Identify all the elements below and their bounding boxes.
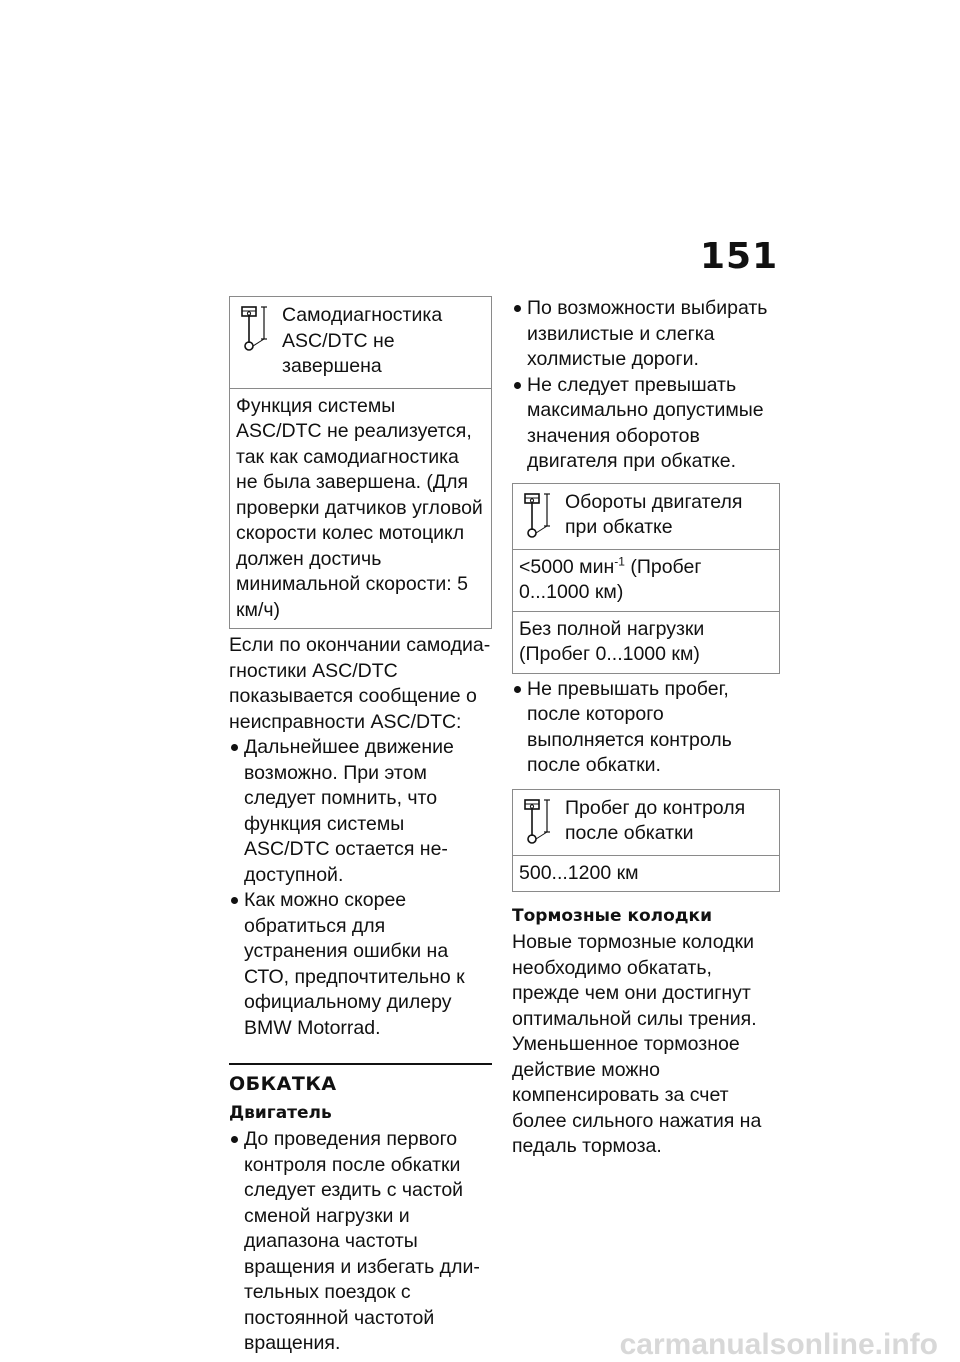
box-row: 500...1200 км [519,861,639,884]
asc-dtc-selfdiagnosis-box [229,296,492,629]
rpm-limit: <5000 мин [519,555,615,578]
bullet-list [512,296,780,475]
engine-piston-icon [521,798,555,846]
list-item: Дальнейшее движение возможно. При этом следует помнить, что функция системы ASC/DTC остается недоступной. [229,735,492,888]
subheading: Двигатель [229,1103,332,1123]
list-item: Не следует превышать максимально допустимые значения оборотов двигателя при обкатке. [512,373,780,475]
left-column [229,296,492,1357]
box-body: Функция системы ASC/DTC не реализуется, так как самодиагностика не была завершена. (Для проверки датчиков угловой скорости колес мотоцикл должен достичь минимальной скорости: 5 км/ч) [236,394,483,621]
box-title: Пробег до контроля после обкатки [565,796,746,844]
paragraph: Если по окончании самодиагностики ASC/DTC показывается сообщение о неисправности ASC/DTC: [229,634,491,733]
list-item: До проведения первого контроля после обкатки следует ездить с частой сменой нагрузки и диапазона частоты вращения и избегать длительных поездок с постоянной частотой вращения. [229,1127,492,1357]
section-divider [229,1063,492,1065]
list-item: Как можно скорее обратиться для устранения ошибки на СТО, предпочтительно к официальному дилеру BMW Motorrad. [229,888,492,1041]
bullet-list [229,735,492,1041]
bullet-list [512,677,780,779]
box-title: Самодиагностика ASC/DTC не завершена [282,304,443,377]
section-heading: ОБКАТКА [229,1073,337,1095]
box-header [230,297,491,389]
right-column [512,296,780,1160]
bullet-list [229,1127,492,1357]
rpm-unit-exponent: -1 [614,554,625,568]
engine-piston-icon [521,492,555,540]
rpm-mileage: (Пробег 0...1000 км) [519,555,702,603]
engine-speed-breakin-box [512,483,780,674]
breakin-mileage-box [512,789,780,893]
box-row [513,550,779,612]
list-item: Не превышать пробег, после которого выполняется контроль после обкатки. [512,677,780,779]
box-header [513,484,779,550]
box-title: Обороты двигателя при обкатке [565,490,743,538]
subheading: Тормозные колодки [512,906,712,926]
engine-piston-icon [238,305,272,353]
box-row: Без полной нагрузки (Пробег 0...1000 км) [519,617,705,665]
box-header [513,790,779,856]
footer-watermark: carmanualsonline.info [619,1328,938,1361]
paragraph: Новые тормозные колодки необходимо обкатать, прежде чем они достигнут оптимальной силы трения. Уменьшенное тормозное действие можно компенсировать за счет более сильного нажатия на педаль тормоза. [512,931,762,1157]
list-item: По возможности выбирать извилистые и слегка холмистые дороги. [512,296,780,373]
page-number: 151 [700,236,779,277]
